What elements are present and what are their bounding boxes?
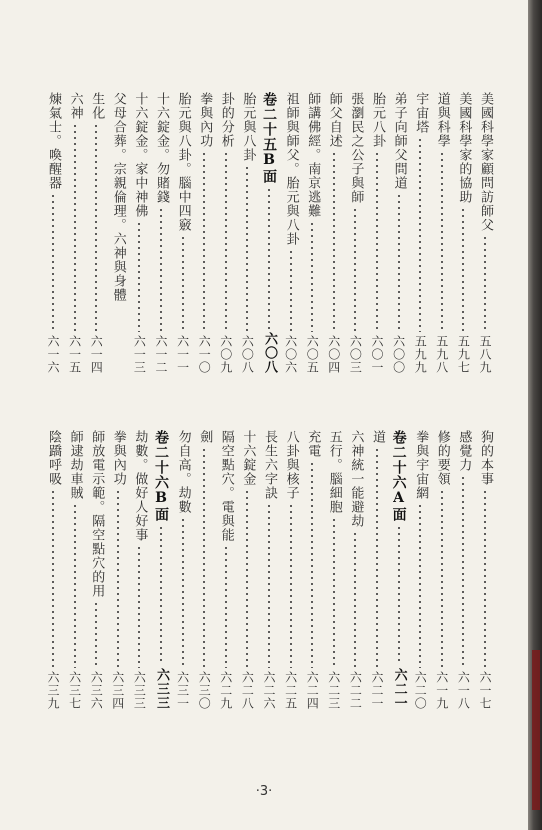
toc-entry-title: 祖師與師父。胎元與八卦	[283, 92, 299, 246]
toc-entry	[85, 430, 107, 710]
toc-entry-page: 六二四	[305, 671, 320, 710]
toc-entry	[42, 92, 64, 374]
leader-dots	[193, 447, 215, 668]
toc-entry-page: 六三〇	[197, 671, 212, 710]
toc-entry-page: 六〇八	[240, 335, 255, 374]
leader-dots	[431, 151, 453, 332]
toc-entry	[431, 430, 453, 710]
toc-entry-title: 六神統一能避劫	[348, 430, 364, 528]
leader-dots	[280, 503, 302, 668]
bookmark-ribbon	[532, 650, 540, 810]
toc-entry-title: 師逮劫車賊	[67, 430, 83, 500]
toc-section-header	[388, 430, 410, 710]
toc-entry	[150, 92, 172, 374]
toc-entry-page: 六一〇	[197, 335, 212, 374]
toc-entry	[474, 92, 496, 374]
leader-dots	[388, 525, 410, 665]
leader-dots	[452, 475, 474, 668]
leader-dots	[193, 151, 215, 332]
toc-entry-title: 張瀏民之公子與師	[348, 92, 364, 204]
toc-entry-page: 六三四	[110, 671, 125, 710]
toc-entry-title: 十六錠金	[240, 430, 256, 486]
toc-entry	[344, 430, 366, 710]
toc-entry	[366, 92, 388, 374]
toc-entry-page: 六一九	[434, 671, 449, 710]
toc-entry-title: 卷二十六B面	[153, 430, 169, 522]
toc-entry-title: 拳與宇宙網	[413, 430, 429, 500]
toc-entry-page: 五八九	[478, 335, 492, 374]
leader-dots	[85, 601, 107, 668]
toc-entry-page: 五九七	[456, 335, 471, 374]
leader-dots	[42, 193, 64, 332]
toc-entry-title: 八卦與核子	[283, 430, 299, 500]
toc-entry-title: 卷二十五B面	[261, 92, 277, 184]
toc-entry-page: 六三三	[132, 671, 147, 710]
toc-entry	[409, 92, 431, 374]
toc-entry-page: 六三九	[46, 671, 60, 710]
leader-dots	[150, 207, 172, 332]
toc-entry-title: 狗的本事	[478, 430, 493, 486]
toc-entry-title: 陰蹻呼吸	[46, 430, 61, 486]
toc-entry-title: 十六錠金。勿賭錢	[154, 92, 169, 204]
toc-entry-page: 六一三	[132, 335, 147, 374]
toc-entry-page: 六一四	[89, 335, 104, 374]
toc-entry-title: 弟子向師父問道	[391, 92, 407, 190]
toc-entry-page: 六〇三	[348, 335, 363, 374]
toc-entry-page: 六二一	[370, 671, 384, 710]
leader-dots	[128, 545, 150, 668]
toc-entry-page: 六二九	[218, 671, 233, 710]
leader-dots	[323, 151, 345, 332]
toc-entry-title: 美國科學家的協助	[456, 92, 472, 204]
toc-entry	[42, 430, 64, 710]
leader-dots	[236, 165, 258, 332]
toc-entry-title: 隔空點穴。電與能	[218, 430, 234, 542]
leader-dots	[172, 235, 194, 332]
toc-entry	[280, 92, 302, 374]
leader-dots	[344, 531, 366, 668]
leader-dots	[64, 123, 86, 332]
leader-dots	[258, 187, 280, 329]
leader-dots	[301, 461, 323, 668]
toc-entry	[193, 430, 215, 710]
toc-entry-title: 卦的分析	[218, 92, 234, 148]
toc-entry-title: 胎元與八卦。腦中四竅	[175, 92, 191, 232]
toc-entry-page: 六一五	[67, 335, 82, 374]
leader-dots	[236, 489, 258, 668]
toc-entry	[431, 92, 453, 374]
leader-dots	[301, 221, 323, 332]
leader-dots	[431, 489, 453, 668]
toc-entry-title: 勿自高。劫數	[175, 430, 191, 514]
toc-entry-title: 十六錠金。家中神佛	[132, 92, 148, 218]
toc-entry-title: 長生六字訣	[262, 430, 277, 500]
toc-entry-title: 五行。腦細胞	[326, 430, 342, 514]
toc-entry	[128, 430, 150, 710]
toc-entry	[280, 430, 302, 710]
toc-entry-page: 六二一	[391, 668, 407, 710]
leader-dots	[215, 545, 237, 668]
toc-entry-page: 六二八	[240, 671, 255, 710]
page-number: ·3·	[255, 784, 273, 799]
leader-dots	[85, 123, 107, 332]
toc-entry	[236, 430, 258, 710]
leader-dots	[107, 489, 129, 668]
toc-entry-page: 六三一	[175, 671, 190, 710]
toc-entry-page: 五九八	[434, 335, 449, 374]
toc-section-header	[150, 430, 172, 710]
toc-entry-title: 六神	[67, 92, 83, 120]
toc-entry-page: 六〇八	[262, 332, 277, 374]
toc-entry	[323, 92, 345, 374]
toc-entry	[452, 430, 474, 710]
toc-entry	[301, 430, 323, 710]
leader-dots	[344, 207, 366, 332]
toc-entry	[215, 92, 237, 374]
toc-entry	[452, 92, 474, 374]
leader-dots	[388, 193, 410, 332]
toc-entry-page: 六三三	[154, 668, 169, 710]
toc-entry-page: 六〇六	[283, 335, 298, 374]
toc-entry	[128, 92, 150, 374]
toc-entry-title: 劍	[197, 430, 213, 444]
toc-entry-page: 六三六	[89, 671, 104, 710]
leader-dots	[258, 503, 280, 668]
toc-entry	[172, 430, 194, 710]
toc-entry-title: 道	[370, 430, 385, 444]
toc-entry-page: 六〇四	[326, 335, 341, 374]
toc-entry-page: 六二六	[262, 671, 276, 710]
toc-entry-page: 五九九	[413, 335, 428, 374]
toc-entry-title: 道與科學	[434, 92, 450, 148]
leader-dots	[172, 517, 194, 668]
toc-entry-page: 六二三	[326, 671, 341, 710]
toc-entry	[107, 430, 129, 710]
toc-entry-title: 宇宙塔	[413, 92, 429, 134]
toc-entry-title: 拳與內功	[197, 92, 213, 148]
toc-entry	[172, 92, 194, 374]
leader-dots	[323, 517, 345, 668]
toc-entry-title: 師放電示範。隔空點穴的用	[89, 430, 105, 598]
toc-entry	[236, 92, 258, 374]
toc-entry-title: 生化	[89, 92, 105, 120]
toc-entry-title: 煉氣士。喚醒器	[46, 92, 61, 190]
toc-entry	[258, 430, 280, 710]
leader-dots	[215, 151, 237, 332]
toc-entry-page: 六一七	[478, 671, 492, 710]
toc-entry	[64, 430, 86, 710]
toc-entry	[323, 430, 345, 710]
leader-dots	[366, 151, 388, 332]
toc-entry-title: 父母合葬。宗親倫理。六神與身體	[110, 92, 126, 302]
leader-dots	[128, 221, 150, 332]
toc-entry-title: 拳與內功	[110, 430, 126, 486]
toc-entry-title: 胎元與八卦	[240, 92, 256, 162]
toc-entry	[215, 430, 237, 710]
toc-entry-title: 修的要領	[434, 430, 450, 486]
toc-entry-page: 六〇五	[305, 335, 320, 374]
toc-entry-page: 六一二	[154, 335, 168, 374]
toc-entry-page: 六三七	[67, 671, 82, 710]
toc-entry-title: 感覺力	[456, 430, 472, 472]
toc-entry-page: 六〇九	[218, 335, 233, 374]
leader-dots	[150, 525, 172, 665]
leader-dots	[42, 489, 64, 668]
toc-entry	[107, 92, 129, 374]
toc-entry-title: 胎元八卦	[370, 92, 385, 148]
toc-entry	[301, 92, 323, 374]
leader-dots	[409, 503, 431, 668]
toc-entry	[474, 430, 496, 710]
toc-entry-title: 充電	[305, 430, 321, 458]
toc-entry	[85, 92, 107, 374]
leader-dots	[366, 447, 388, 668]
leader-dots	[474, 489, 496, 668]
toc-entry-title: 師講佛經。南京逃難	[305, 92, 321, 218]
toc-entry-page: 六〇〇	[391, 335, 406, 374]
toc-entry-title: 美國科學家顧問訪師父	[478, 92, 493, 232]
toc-entry	[64, 92, 86, 374]
toc-entry	[344, 92, 366, 374]
toc-entry-page: 六〇一	[370, 335, 384, 374]
leader-dots	[64, 503, 86, 668]
leader-dots	[452, 207, 474, 332]
toc-entry-title: 卷二十六A面	[390, 430, 407, 522]
toc-entry-title: 師父自述	[326, 92, 342, 148]
toc-entry-title: 劫數。做好人好事	[132, 430, 148, 542]
toc-entry	[193, 92, 215, 374]
toc-entry-page: 六二五	[283, 671, 298, 710]
toc-entry	[388, 92, 410, 374]
toc-entry-page: 六一一	[175, 335, 190, 374]
leader-dots	[474, 235, 496, 332]
toc-entry-page: 六二〇	[413, 671, 428, 710]
toc-entry-page: 六一八	[456, 671, 471, 710]
toc-entry	[409, 430, 431, 710]
toc-section-header	[258, 92, 280, 374]
leader-dots	[409, 137, 431, 332]
toc-entry	[366, 430, 388, 710]
leader-dots	[280, 249, 302, 332]
toc-entry-page: 六二二	[348, 671, 363, 710]
toc-entry-page: 六一六	[46, 335, 60, 374]
